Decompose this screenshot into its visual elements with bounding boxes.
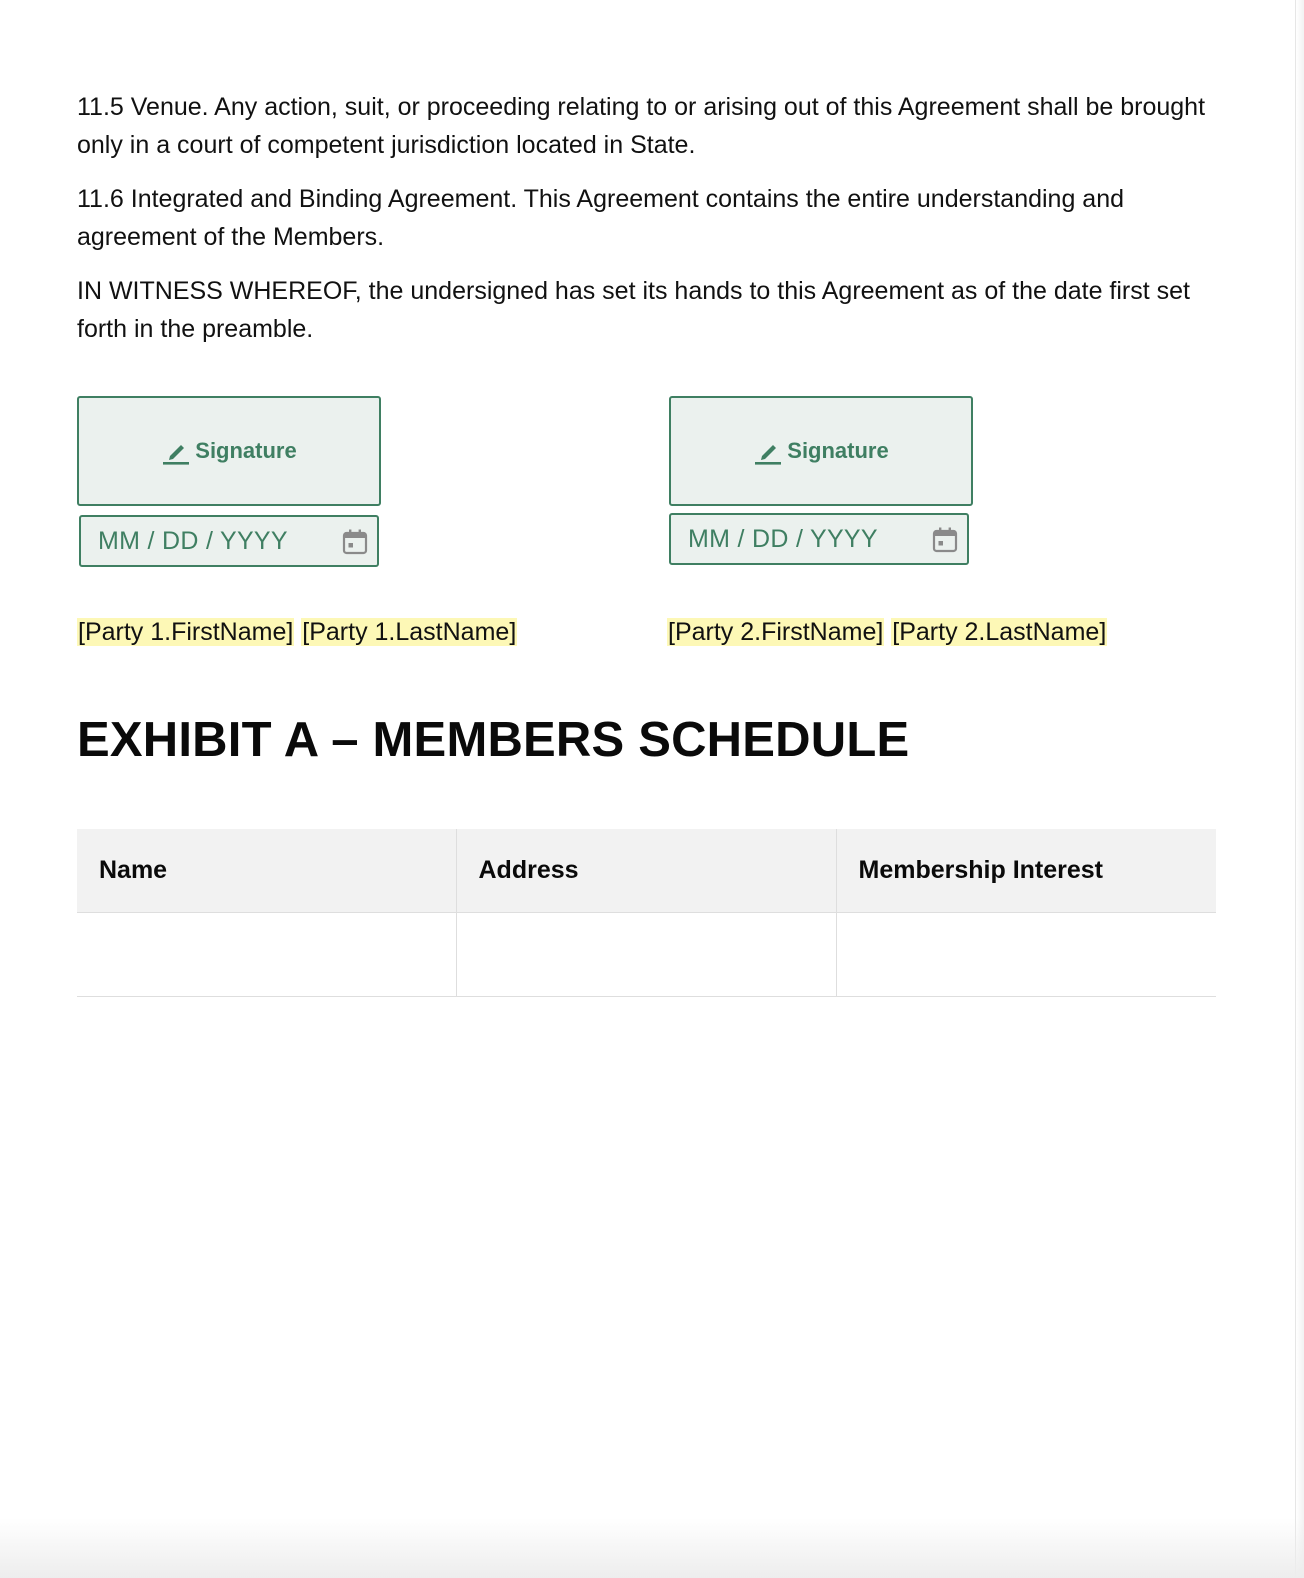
page-bottom-shadow (0, 1518, 1304, 1578)
signature-field-content (753, 436, 888, 466)
date-field-party-1[interactable] (79, 515, 379, 567)
cell-address[interactable] (456, 913, 836, 997)
column-header-name: Name (77, 829, 456, 913)
party-2-name-line (667, 616, 1107, 648)
party-2-last-name-tag[interactable]: [Party 2.LastName] (892, 618, 1107, 646)
date-placeholder: MM / DD / YYYY (688, 524, 878, 553)
column-header-membership-interest: Membership Interest (836, 829, 1216, 913)
page-edge (1295, 0, 1304, 1578)
column-header-address: Address (456, 829, 836, 913)
date-field-party-2[interactable] (669, 513, 969, 565)
table-row (77, 913, 1216, 997)
members-schedule-table (77, 829, 1216, 997)
cell-membership-interest[interactable] (836, 913, 1216, 997)
cell-name[interactable] (77, 913, 456, 997)
calendar-icon[interactable] (341, 528, 369, 556)
calendar-icon[interactable] (931, 526, 959, 554)
signature-field-party-2[interactable] (669, 396, 973, 506)
date-placeholder: MM / DD / YYYY (98, 526, 288, 555)
clause-integrated-agreement: 11.6 Integrated and Binding Agreement. This Agreement contains the entire understanding and agreement of the Members. (77, 185, 1125, 251)
signature-label: Signature (195, 438, 297, 463)
party-1-last-name-tag[interactable]: [Party 1.LastName] (302, 618, 517, 646)
signature-field-content (161, 436, 296, 466)
pen-icon (161, 436, 191, 466)
signature-field-party-1[interactable] (77, 396, 381, 506)
clause-venue: 11.5 Venue. Any action, suit, or proceeding relating to or arising out of this Agreement shall be brought only in a court of competent jurisdiction located in State. (77, 93, 1206, 159)
witness-statement: IN WITNESS WHEREOF, the undersigned has set its hands to this Agreement as of the date first set forth in the preamble. (77, 277, 1191, 343)
signature-label: Signature (787, 438, 889, 463)
party-2-first-name-tag[interactable]: [Party 2.FirstName] (668, 618, 884, 646)
pen-icon (753, 436, 783, 466)
agreement-body (77, 88, 1227, 364)
party-1-name-line (77, 616, 517, 648)
party-1-first-name-tag[interactable]: [Party 1.FirstName] (78, 618, 294, 646)
table-header-row (77, 829, 1216, 913)
exhibit-title: EXHIBIT A – MEMBERS SCHEDULE (77, 713, 910, 767)
